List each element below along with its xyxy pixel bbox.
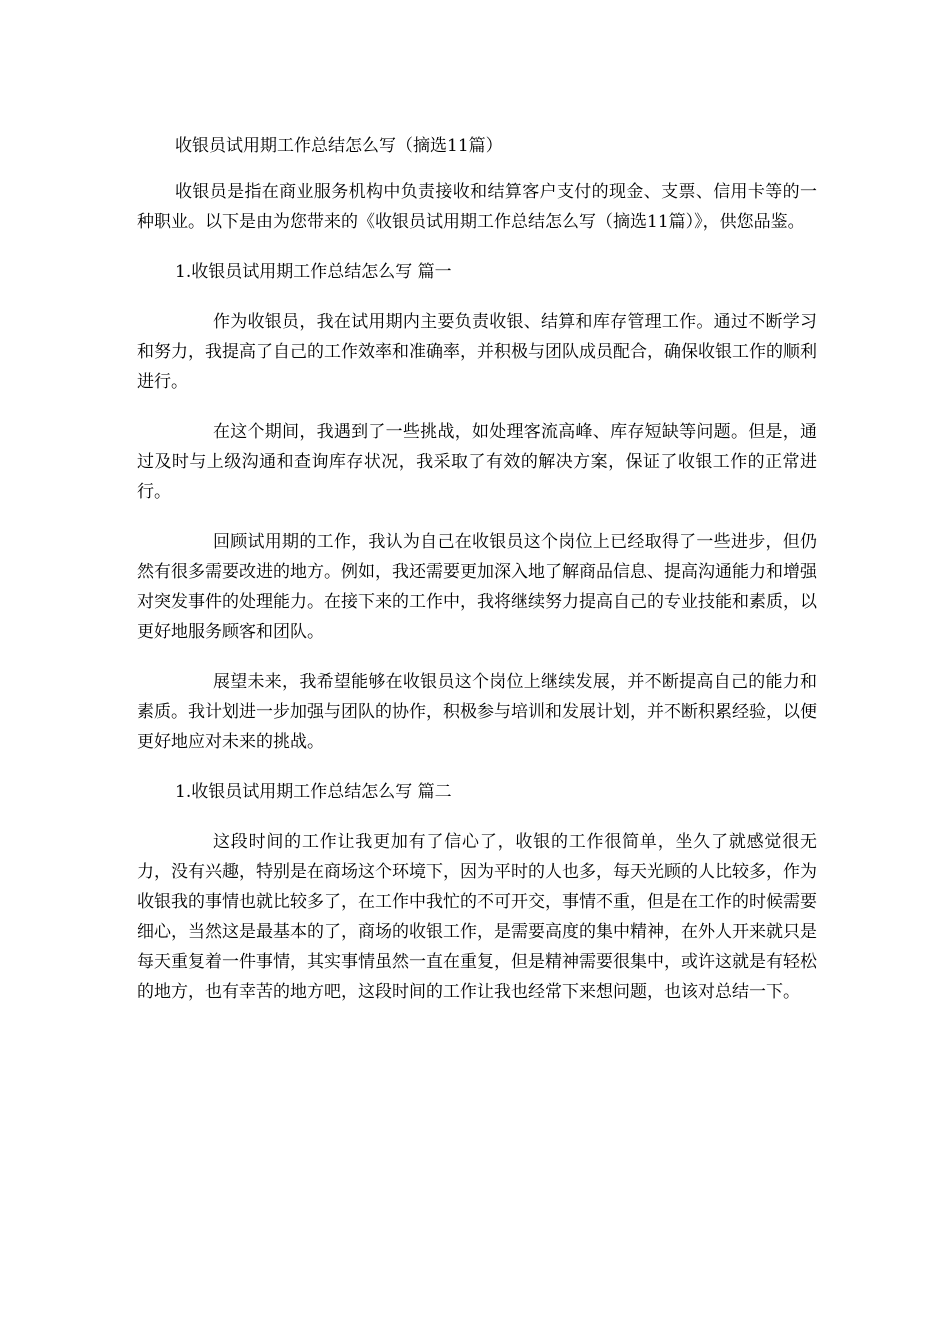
section-1 [137, 257, 817, 757]
section-paragraph: 在这个期间，我遇到了一些挑战，如处理客流高峰、库存短缺等问题。但是，通过及时与上级沟通和查询库存状况，我采取了有效的解决方案，保证了收银工作的正常进行。 [137, 422, 817, 502]
section-paragraph: 回顾试用期的工作，我认为自己在收银员这个岗位上已经取得了一些进步，但仍然有很多需要改进的地方。例如，我还需要更加深入地了解商品信息、提高沟通能力和增强对突发事件的处理能力。在接下来的工作中，我将继续努力提高自己的专业技能和素质，以更好地服务顾客和团队。 [137, 532, 817, 642]
section-heading: 1.收银员试用期工作总结怎么写 篇一 [175, 262, 452, 282]
section-paragraph: 展望未来，我希望能够在收银员这个岗位上继续发展，并不断提高自己的能力和素质。我计划进一步加强与团队的协作，积极参与培训和发展计划，并不断积累经验，以便更好地应对未来的挑战。 [137, 672, 817, 752]
intro-paragraph: 收银员是指在商业服务机构中负责接收和结算客户支付的现金、支票、信用卡等的一种职业。以下是由为您带来的《收银员试用期工作总结怎么写（摘选11篇）》，供您品鉴。 [137, 182, 817, 232]
section-paragraph: 作为收银员，我在试用期内主要负责收银、结算和库存管理工作。通过不断学习和努力，我提高了自己的工作效率和准确率，并积极与团队成员配合，确保收银工作的顺利进行。 [137, 312, 817, 392]
section-2 [137, 777, 817, 1007]
document-page [137, 131, 817, 1027]
section-heading: 1.收银员试用期工作总结怎么写 篇二 [175, 782, 452, 802]
document-title: 收银员试用期工作总结怎么写（摘选11篇） [175, 136, 503, 156]
section-paragraph: 这段时间的工作让我更加有了信心了，收银的工作很简单，坐久了就感觉很无力，没有兴趣，特别是在商场这个环境下，因为平时的人也多，每天光顾的人比较多，作为收银我的事情也就比较多了，在工作中我忙的不可开交，事情不重，但是在工作的时候需要细心，当然这是最基本的了，商场的收银工作，是需要高度的集中精神，在外人开来就只是每天重复着一件事情，其实事情虽然一直在重复，但是精神需要很集中，或许这就是有轻松的地方，也有幸苦的地方吧，这段时间的工作让我也经常下来想问题，也该对总结一下。 [137, 832, 817, 1002]
